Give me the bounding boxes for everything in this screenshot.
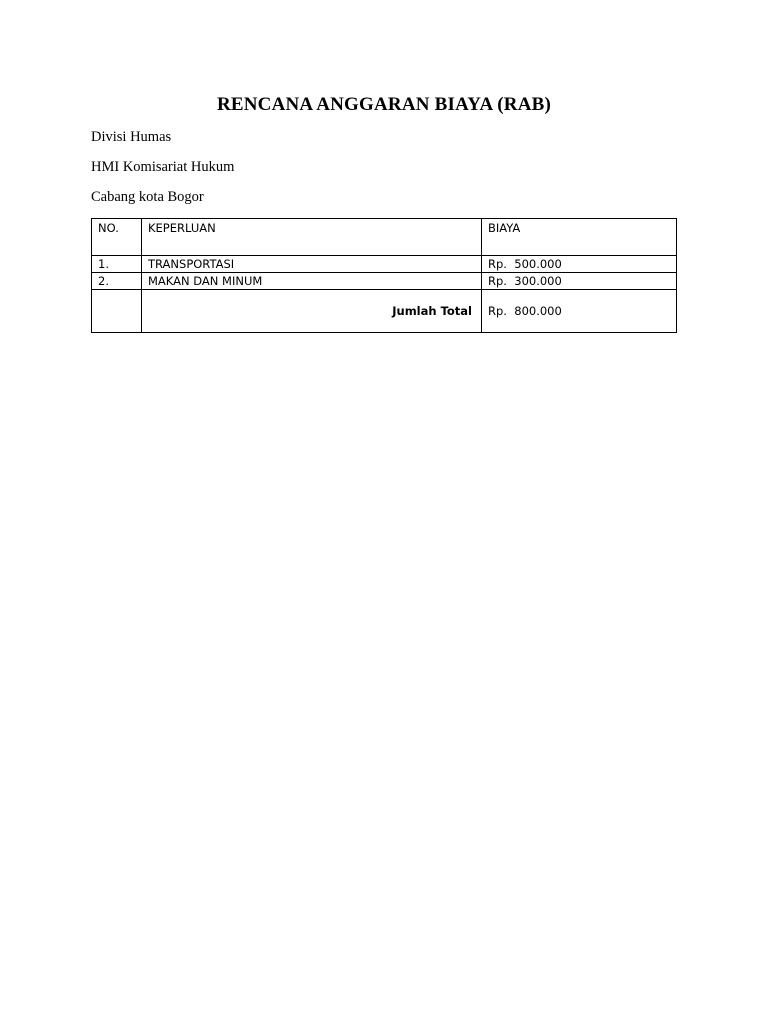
header-no: NO. [92,219,142,256]
division-line: Divisi Humas [91,129,172,145]
table-total-row [92,290,677,333]
row-keperluan: MAKAN DAN MINUM [142,273,482,290]
branch-line: Cabang kota Bogor [91,189,204,205]
table-row [92,256,677,273]
page-title: RENCANA ANGGARAN BIAYA (RAB) [216,94,552,115]
header-biaya: BIAYA [482,219,677,256]
total-label: Jumlah Total [142,290,482,333]
row-biaya: Rp. 500.000 [482,256,677,273]
table-row [92,273,677,290]
organization-line: HMI Komisariat Hukum [91,159,235,175]
header-keperluan: KEPERLUAN [142,219,482,256]
row-keperluan: TRANSPORTASI [142,256,482,273]
row-number: 2. [92,273,142,290]
row-number: 1. [92,256,142,273]
row-biaya: Rp. 300.000 [482,273,677,290]
budget-table [91,218,677,333]
total-empty-cell [92,290,142,333]
total-value: Rp. 800.000 [482,290,677,333]
table-header-row [92,219,677,256]
